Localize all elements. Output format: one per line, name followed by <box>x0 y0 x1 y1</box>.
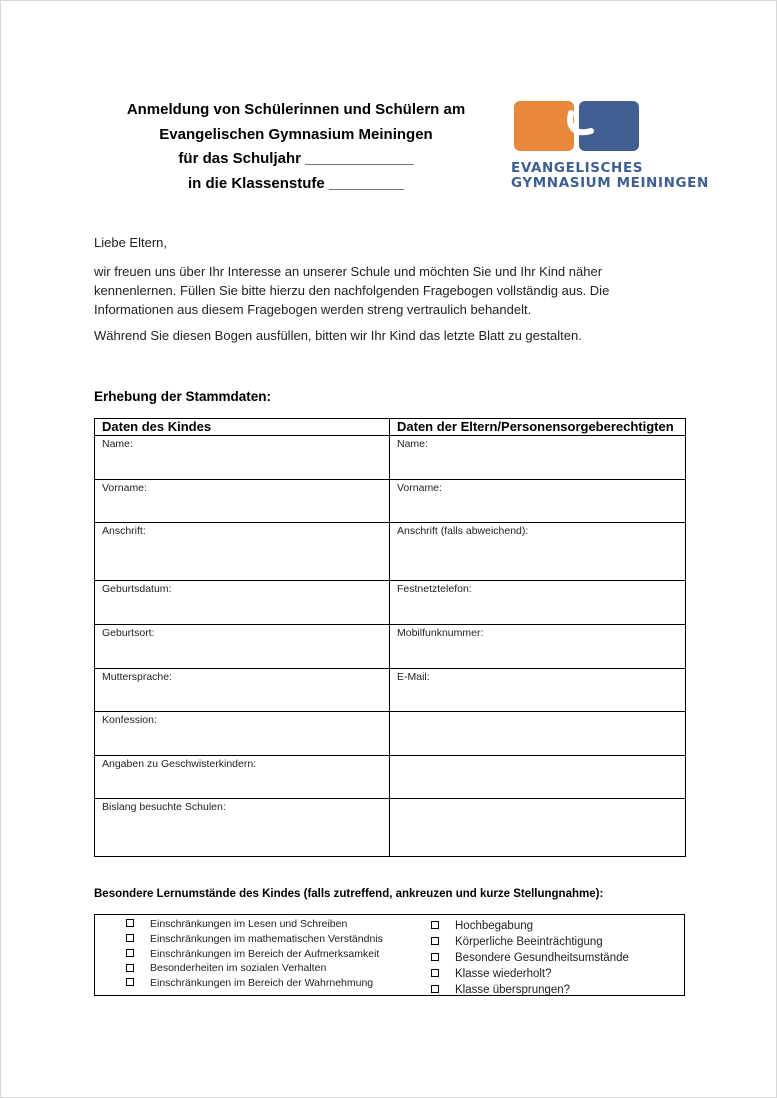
parent-mobile-field[interactable]: Mobilfunknummer: <box>390 625 686 669</box>
stammdaten-table <box>94 418 686 857</box>
checkbox-icon[interactable] <box>431 921 439 929</box>
checkbox-label: Körperliche Beeinträchtigung <box>455 936 603 948</box>
logo-text <box>511 161 709 191</box>
child-confession-field[interactable]: Konfession: <box>95 712 390 756</box>
checkbox-label: Besonderheiten im sozialen Verhalten <box>150 962 327 975</box>
child-address-field[interactable]: Anschrift: <box>95 523 390 581</box>
form-title <box>96 98 496 196</box>
lernumstaende-left-column <box>126 917 383 991</box>
column-header-child: Daten des Kindes <box>95 419 390 436</box>
table-row <box>95 712 686 756</box>
school-logo <box>511 101 711 196</box>
checkbox-label: Einschränkungen im Lesen und Schreiben <box>150 918 348 930</box>
checkbox-icon[interactable] <box>126 964 134 972</box>
checkbox-icon[interactable] <box>431 985 439 993</box>
checkbox-icon[interactable] <box>431 969 439 977</box>
checkbox-item[interactable] <box>126 947 383 962</box>
checkbox-label: Klasse wiederholt? <box>455 968 552 980</box>
lernumstaende-heading: Besondere Lernumstände des Kindes (falls zutreffend, ankreuzen und kurze Stellungnahme): <box>94 888 604 900</box>
checkbox-label: Einschränkungen im mathematischen Verständnis <box>150 932 383 945</box>
table-row <box>95 581 686 625</box>
table-row <box>95 436 686 480</box>
table-row <box>95 480 686 523</box>
checkbox-icon[interactable] <box>126 934 134 942</box>
parent-email-field[interactable]: E-Mail: <box>390 669 686 712</box>
checkbox-icon[interactable] <box>431 953 439 961</box>
logo-text-line: EVANGELISCHES <box>511 160 644 176</box>
paragraph-line: wir freuen uns über Ihr Interesse an unserer Schule und möchten Sie und Ihr Kind näher <box>94 264 603 279</box>
table-header-row <box>95 419 686 436</box>
checkbox-item[interactable] <box>126 932 383 947</box>
child-name-field[interactable]: Name: <box>95 436 390 480</box>
checkbox-item[interactable] <box>126 976 383 991</box>
parent-landline-field[interactable]: Festnetztelefon: <box>390 581 686 625</box>
parent-name-field[interactable]: Name: <box>390 436 686 480</box>
title-line: Evangelischen Gymnasium Meiningen <box>159 125 433 143</box>
child-native-language-field[interactable]: Muttersprache: <box>95 669 390 712</box>
instruction-paragraph: Während Sie diesen Bogen ausfüllen, bitten wir Ihr Kind das letzte Blatt zu gestalten. <box>94 328 582 343</box>
child-siblings-field[interactable]: Angaben zu Geschwisterkindern: <box>95 756 390 799</box>
logo-text-line: GYMNASIUM MEININGEN <box>511 175 709 191</box>
title-line: Anmeldung von Schülerinnen und Schülern am <box>126 101 466 118</box>
checkbox-item[interactable] <box>126 917 383 932</box>
intro-paragraph <box>94 262 694 319</box>
checkbox-icon[interactable] <box>431 937 439 945</box>
checkbox-icon[interactable] <box>126 949 134 957</box>
parent-empty-field[interactable] <box>390 756 686 799</box>
salutation: Liebe Eltern, <box>94 235 167 250</box>
table-row <box>95 799 686 857</box>
column-header-parent: Daten der Eltern/Personensorgeberechtigten <box>390 419 686 436</box>
parent-address-field[interactable]: Anschrift (falls abweichend): <box>390 523 686 581</box>
child-birthplace-field[interactable]: Geburtsort: <box>95 625 390 669</box>
table-row <box>95 756 686 799</box>
child-birthdate-field[interactable]: Geburtsdatum: <box>95 581 390 625</box>
paragraph-line: kennenlernen. Füllen Sie bitte hierzu den nachfolgenden Fragebogen vollständig aus. Die <box>94 283 610 298</box>
title-line: für das Schuljahr _____________ <box>178 150 414 167</box>
checkbox-item[interactable] <box>126 961 383 976</box>
lernumstaende-box <box>94 914 685 996</box>
table-row <box>95 523 686 581</box>
parent-empty-field[interactable] <box>390 799 686 857</box>
checkbox-label: Klasse übersprungen? <box>455 984 571 996</box>
table-row <box>95 669 686 712</box>
intro-letter <box>94 233 694 352</box>
checkbox-item[interactable] <box>431 934 629 950</box>
checkbox-icon[interactable] <box>126 919 134 927</box>
checkbox-label: Einschränkungen im Bereich der Wahrnehmung <box>150 977 374 990</box>
child-previous-schools-field[interactable]: Bislang besuchte Schulen: <box>95 799 390 857</box>
parent-vorname-field[interactable]: Vorname: <box>390 480 686 523</box>
title-line: in die Klassenstufe _________ <box>188 174 404 192</box>
paragraph-line: Informationen aus diesem Fragebogen werden streng vertraulich behandelt. <box>94 302 532 317</box>
table-row <box>95 625 686 669</box>
checkbox-item[interactable] <box>431 918 629 934</box>
lernumstaende-right-column <box>431 918 629 998</box>
checkbox-label: Hochbegabung <box>455 920 534 932</box>
child-vorname-field[interactable]: Vorname: <box>95 480 390 523</box>
parent-empty-field[interactable] <box>390 712 686 756</box>
checkbox-label: Einschränkungen im Bereich der Aufmerksamkeit <box>150 947 380 960</box>
stammdaten-heading: Erhebung der Stammdaten: <box>94 389 272 404</box>
checkbox-icon[interactable] <box>126 978 134 986</box>
checkbox-item[interactable] <box>431 966 629 982</box>
checkbox-label: Besondere Gesundheitsumstände <box>455 952 629 964</box>
logo-smile-icon <box>557 105 607 145</box>
checkbox-item[interactable] <box>431 950 629 966</box>
checkbox-item[interactable] <box>431 982 629 998</box>
